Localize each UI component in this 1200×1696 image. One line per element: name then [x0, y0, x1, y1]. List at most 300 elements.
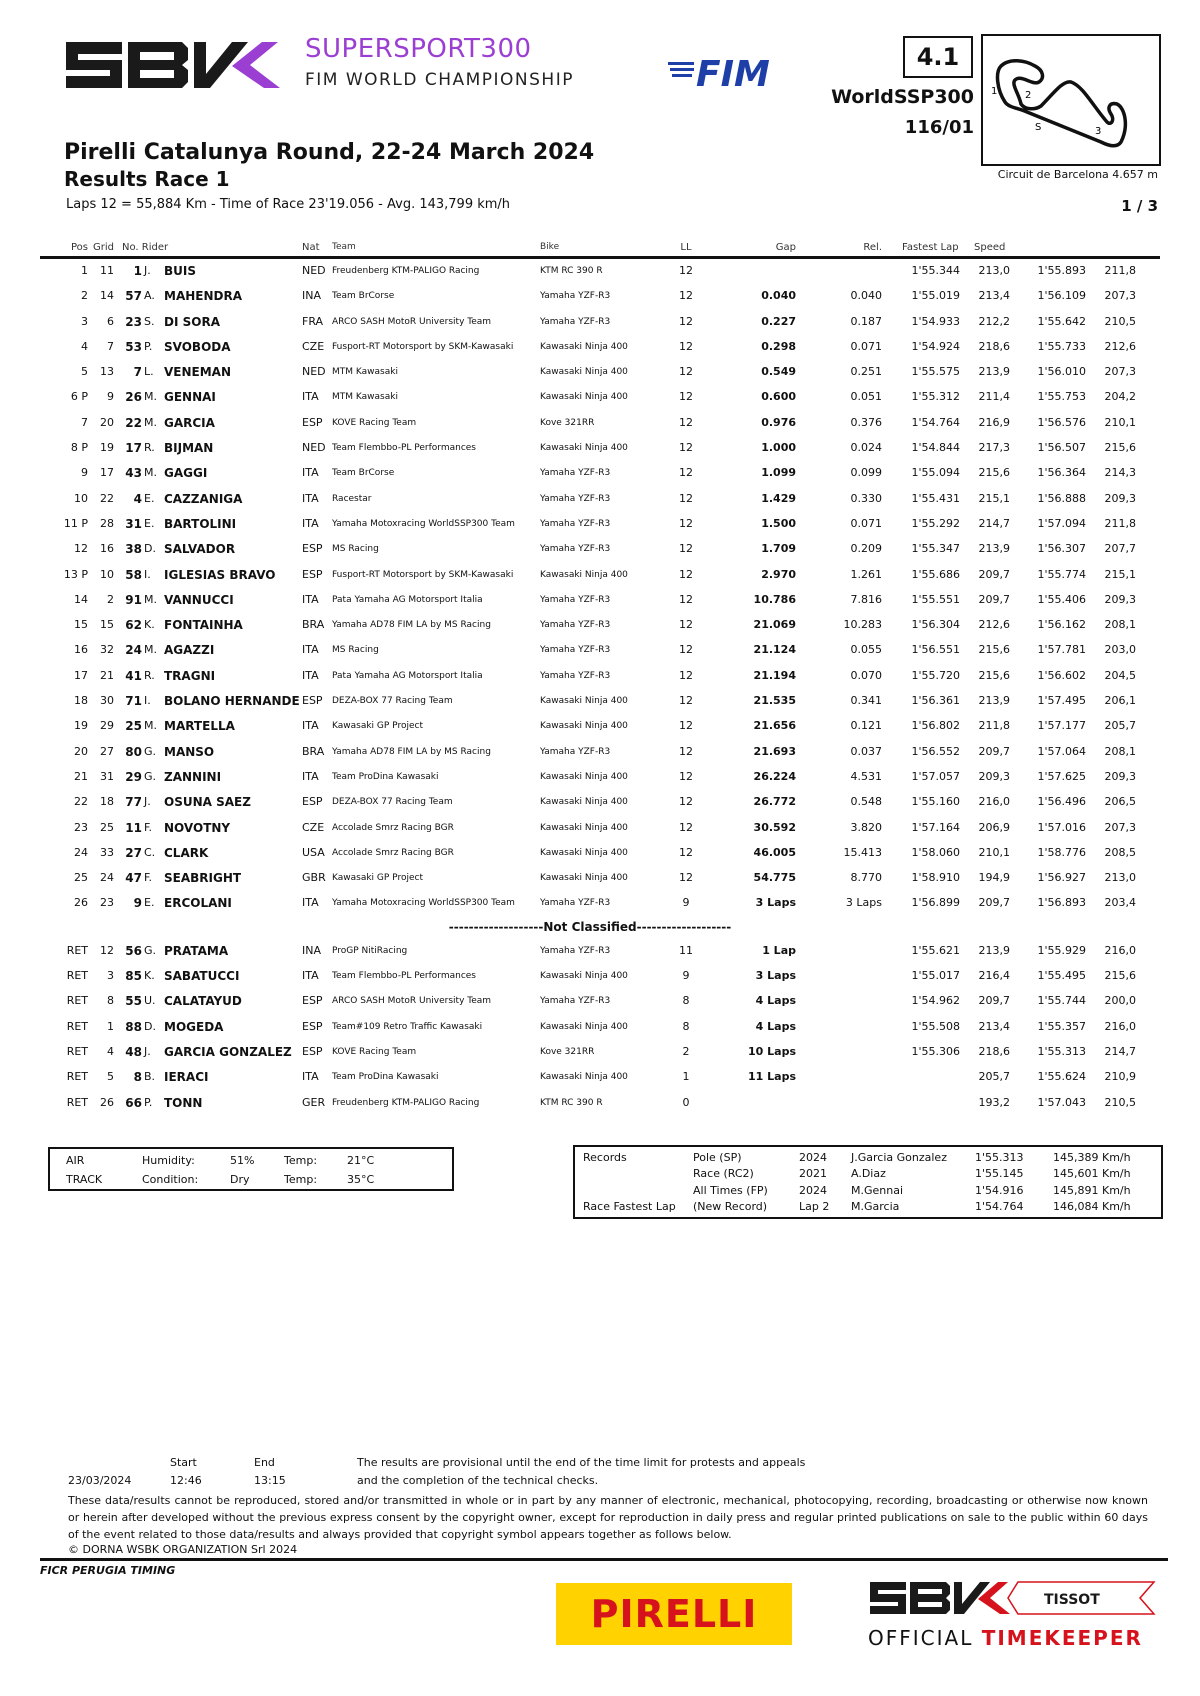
record-rider: M.Gennai: [851, 1183, 904, 1197]
not-classified-rows: [40, 939, 1160, 1116]
cell-best-speed: 209,3: [1104, 592, 1136, 606]
series-name: SUPERSPORT300: [305, 34, 532, 64]
cell-nat: ESP: [302, 567, 323, 581]
circuit-marker-3: 3: [1095, 126, 1102, 137]
cell-gap: 1.099: [761, 466, 796, 480]
cell-best-speed: 209,3: [1104, 491, 1136, 505]
cell-bike: Kove 321RR: [540, 417, 595, 428]
cell-best-speed: 210,5: [1104, 1095, 1136, 1109]
cell-rel: 0.055: [850, 643, 882, 657]
cell-rider-name: ERCOLANI: [164, 896, 232, 911]
cell-last-lap: 12: [679, 491, 693, 505]
cell-rider-name: GARCIA GONZALEZ: [164, 1044, 292, 1059]
cell-team: Team Flembbo-PL Performances: [332, 443, 476, 454]
cell-fastest-lap: 1'55.160: [911, 795, 960, 809]
cell-nat: USA: [302, 845, 325, 859]
cell-pos: 15: [74, 618, 88, 632]
cell-gap: 21.693: [753, 744, 796, 758]
cell-bike: Kawasaki Ninja 400: [540, 721, 628, 732]
cell-nat: ESP: [302, 1019, 323, 1033]
race-fastest-lap-label: Race Fastest Lap: [583, 1200, 676, 1213]
not-classified-label: -------------------Not Classified-------------------: [448, 919, 732, 934]
cell-nat: ITA: [302, 896, 319, 910]
cell-best-lap: 1'55.495: [1037, 969, 1086, 983]
cell-best-lap: 1'56.893: [1037, 896, 1086, 910]
cell-last-lap: 11: [679, 943, 693, 957]
cell-grid: 3: [107, 969, 114, 983]
cell-last-lap: 0: [682, 1095, 690, 1109]
cell-speed: 216,9: [978, 415, 1010, 429]
cell-last-lap: 12: [679, 264, 693, 277]
cell-last-lap: 12: [679, 719, 693, 733]
cell-nat: ITA: [302, 491, 319, 505]
cell-best-lap: 1'55.733: [1037, 339, 1086, 353]
cell-fastest-lap: 1'55.575: [911, 365, 960, 379]
cell-fastest-lap: 1'55.551: [911, 592, 960, 606]
cell-bike: Kawasaki Ninja 400: [540, 797, 628, 808]
cell-best-speed: 206,1: [1104, 694, 1136, 708]
cell-bike: Yamaha YZF-R3: [540, 518, 611, 529]
cell-speed: 212,6: [978, 618, 1010, 632]
cell-number: 41: [125, 668, 142, 683]
table-row: [40, 1065, 1160, 1090]
fim-logo: [668, 46, 778, 92]
cell-speed: 193,2: [978, 1095, 1010, 1109]
timekeeper-text: TIMEKEEPER: [981, 1626, 1143, 1650]
cell-gap: 0.040: [761, 289, 796, 303]
track-temp-label: Temp:: [284, 1173, 318, 1186]
cell-team: MS Racing: [332, 645, 379, 656]
cell-grid: 30: [100, 694, 114, 708]
cell-team: MTM Kawasaki: [332, 367, 398, 378]
cell-fastest-lap: 1'55.508: [911, 1019, 960, 1033]
col-grid: Grid: [93, 242, 114, 253]
cell-nat: ITA: [302, 592, 319, 606]
cell-gap: 10.786: [753, 592, 796, 606]
cell-initial: R.: [144, 668, 155, 682]
cell-team: Yamaha AD78 FIM LA by MS Racing: [332, 746, 491, 757]
cell-best-speed: 213,0: [1104, 871, 1136, 885]
cell-team: Racestar: [332, 493, 372, 504]
cell-initial: B.: [144, 1070, 156, 1084]
cell-nat: ESP: [302, 795, 323, 809]
series-subtitle: FIM WORLD CHAMPIONSHIP: [305, 70, 574, 90]
cell-grid: 14: [100, 289, 114, 303]
cell-rider-name: GENNAI: [164, 390, 216, 405]
cell-best-speed: 214,7: [1104, 1044, 1136, 1058]
cell-number: 11: [125, 820, 142, 835]
cell-nat: ITA: [302, 516, 319, 530]
circuit-marker-1: 1: [991, 86, 998, 97]
cell-rel: 0.051: [850, 390, 882, 404]
cell-pos: 4: [81, 339, 88, 353]
cell-last-lap: 12: [679, 542, 693, 556]
cell-rel: 0.548: [850, 795, 882, 809]
event-title: Pirelli Catalunya Round, 22-24 March 2024: [64, 140, 595, 165]
cell-pos: RET: [66, 1044, 88, 1058]
cell-speed: 211,8: [978, 719, 1010, 733]
cell-best-lap: 1'55.753: [1037, 390, 1086, 404]
cell-bike: Kove 321RR: [540, 1046, 595, 1057]
cell-rider-name: SVOBODA: [164, 339, 231, 354]
cell-nat: NED: [302, 264, 326, 277]
cell-speed: 209,7: [978, 896, 1010, 910]
cell-team: MS Racing: [332, 544, 379, 555]
cell-fastest-lap: 1'56.304: [911, 618, 960, 632]
cell-best-speed: 207,3: [1104, 820, 1136, 834]
cell-speed: 216,4: [978, 969, 1010, 983]
cell-fastest-lap: 1'55.019: [911, 289, 960, 303]
cell-last-lap: 8: [682, 1019, 690, 1033]
cell-speed: 213,9: [978, 694, 1010, 708]
record-time: 1'55.313: [975, 1151, 1024, 1164]
cell-fastest-lap: 1'58.910: [911, 871, 960, 885]
cell-bike: Kawasaki Ninja 400: [540, 696, 628, 707]
cell-number: 23: [125, 314, 142, 329]
cell-grid: 11: [100, 264, 114, 277]
cell-rider-name: TONN: [164, 1095, 203, 1110]
cell-best-speed: 210,5: [1104, 314, 1136, 328]
cell-team: Pata Yamaha AG Motorsport Italia: [332, 670, 483, 681]
cell-initial: M.: [144, 643, 157, 657]
cell-rel: 0.187: [850, 314, 882, 328]
cell-best-speed: 210,1: [1104, 415, 1136, 429]
col-rel: Rel.: [863, 242, 882, 253]
cell-speed: 215,1: [978, 491, 1010, 505]
cell-team: Kawasaki GP Project: [332, 873, 423, 884]
cell-grid: 25: [100, 820, 114, 834]
cell-number: 38: [125, 542, 142, 557]
table-row: [40, 989, 1160, 1014]
cell-number: 91: [125, 592, 142, 607]
record-type: All Times (FP): [693, 1183, 768, 1197]
record-rider: A.Diaz: [851, 1167, 886, 1181]
cell-number: 27: [125, 845, 142, 860]
cell-team: DEZA-BOX 77 Racing Team: [332, 797, 453, 808]
fim-logo-text: FIM: [696, 54, 770, 92]
cell-gap: 21.656: [753, 719, 796, 733]
cell-speed: 213,9: [978, 943, 1010, 957]
cell-pos: 6 P: [70, 390, 88, 404]
cell-nat: FRA: [302, 314, 324, 328]
cell-last-lap: 12: [679, 441, 693, 455]
provisional-note-2: and the completion of the technical checks.: [357, 1474, 599, 1487]
cell-best-lap: 1'56.364: [1037, 466, 1086, 480]
table-row: [40, 588, 1160, 613]
cell-initial: F.: [144, 820, 153, 834]
race-info: Laps 12 = 55,884 Km - Time of Race 23'19.056 - Avg. 143,799 km/h: [66, 197, 511, 212]
cell-number: 29: [125, 769, 142, 784]
table-row: [40, 689, 1160, 714]
cell-rider-name: NOVOTNY: [164, 820, 231, 835]
cell-last-lap: 9: [682, 896, 690, 910]
cell-last-lap: 12: [679, 516, 693, 530]
cell-last-lap: 12: [679, 415, 693, 429]
cell-bike: Yamaha YZF-R3: [540, 645, 611, 656]
cell-fastest-lap: 1'58.060: [911, 845, 960, 859]
cell-pos: 22: [74, 795, 88, 809]
cell-best-speed: 203,4: [1104, 896, 1136, 910]
table-row: [40, 487, 1160, 512]
cell-bike: KTM RC 390 R: [540, 266, 603, 276]
cell-last-lap: 12: [679, 871, 693, 885]
cell-pos: RET: [66, 994, 88, 1008]
cell-best-speed: 209,3: [1104, 769, 1136, 783]
cell-pos: 17: [74, 668, 88, 682]
cell-best-speed: 208,1: [1104, 618, 1136, 632]
cell-rel: 8.770: [850, 871, 882, 885]
cell-initial: S.: [144, 314, 155, 328]
cell-number: 56: [125, 943, 142, 958]
condition-label: Condition:: [142, 1173, 199, 1186]
cell-last-lap: 1: [682, 1070, 690, 1084]
cell-number: 71: [125, 694, 142, 709]
col-team: Team: [332, 242, 356, 252]
cell-best-lap: 1'56.109: [1037, 289, 1086, 303]
cell-nat: ITA: [302, 390, 319, 404]
cell-speed: 215,6: [978, 643, 1010, 657]
table-row: [40, 461, 1160, 486]
cell-pos: 10: [74, 491, 88, 505]
copyright: © DORNA WSBK ORGANIZATION Srl 2024: [68, 1543, 298, 1556]
cell-gap: 46.005: [753, 845, 796, 859]
cell-grid: 26: [100, 1095, 114, 1109]
cell-pos: RET: [66, 943, 88, 957]
cell-team: Fusport-RT Motorsport by SKM-Kawasaki: [332, 341, 514, 352]
race-title: Results Race 1: [64, 167, 230, 191]
cell-speed: 194,9: [978, 871, 1010, 885]
cell-team: Freudenberg KTM-PALIGO Racing: [332, 1097, 480, 1108]
cell-fastest-lap: 1'56.551: [911, 643, 960, 657]
cell-rider-name: ZANNINI: [164, 769, 222, 784]
cell-number: 77: [125, 795, 142, 810]
cell-number: 66: [125, 1095, 142, 1110]
cell-initial: D.: [144, 542, 156, 556]
cell-team: KOVE Racing Team: [332, 417, 417, 428]
col-ll: LL: [680, 242, 692, 253]
table-row: [40, 563, 1160, 588]
cell-grid: 8: [107, 994, 114, 1008]
cell-gap: 2.970: [761, 567, 796, 581]
cell-best-lap: 1'56.888: [1037, 491, 1086, 505]
cell-speed: 213,9: [978, 542, 1010, 556]
cell-rel: 0.071: [850, 516, 882, 530]
copyright-disclaimer: These data/results cannot be reproduced, stored and/or transmitted in whole or in part by any manner of electronic, mechanical, photocopying, recording, broadcasting or otherwise now known or herein after developed without the previous express consent by the copyright owner, except for reproduction in daily press and regular printed publications on sale to the public within 60 days of the event related to those data/results and always provided that copyright symbol appears together as follows below.: [68, 1494, 1148, 1541]
cell-rel: 15.413: [843, 845, 882, 859]
cell-last-lap: 12: [679, 845, 693, 859]
cell-rider-name: DI SORA: [164, 314, 220, 329]
cell-gap: 1.000: [761, 441, 796, 455]
table-row: [40, 360, 1160, 385]
cell-grid: 27: [100, 744, 114, 758]
cell-speed: 215,6: [978, 466, 1010, 480]
cell-nat: INA: [302, 943, 321, 957]
start-label: Start: [170, 1456, 197, 1469]
cell-gap: 1 Lap: [762, 943, 796, 957]
cell-last-lap: 12: [679, 820, 693, 834]
table-row: [40, 436, 1160, 461]
cell-gap: 21.124: [753, 643, 796, 657]
cell-initial: G.: [144, 769, 157, 783]
cell-grid: 10: [100, 567, 114, 581]
cell-best-lap: 1'56.307: [1037, 542, 1086, 556]
cell-team: Yamaha AD78 FIM LA by MS Racing: [332, 620, 491, 631]
cell-best-lap: 1'56.576: [1037, 415, 1086, 429]
cell-fastest-lap: 1'55.292: [911, 516, 960, 530]
cell-team: Freudenberg KTM-PALIGO Racing: [332, 266, 480, 276]
cell-rider-name: AGAZZI: [164, 643, 215, 658]
cell-best-speed: 211,8: [1104, 516, 1136, 530]
cell-rel: 1.261: [850, 567, 882, 581]
cell-bike: Yamaha YZF-R3: [540, 898, 611, 909]
cell-rider-name: MANSO: [164, 744, 215, 759]
cell-pos: RET: [66, 1070, 88, 1084]
cell-rider-name: BOLANO HERNANDE: [164, 694, 300, 709]
classified-rows: [40, 259, 1160, 917]
table-row: [40, 1091, 1160, 1116]
start-time: 12:46: [170, 1474, 202, 1487]
cell-last-lap: 12: [679, 314, 693, 328]
cell-bike: Kawasaki Ninja 400: [540, 569, 628, 580]
cell-rider-name: CLARK: [164, 845, 209, 860]
cell-speed: 213,9: [978, 365, 1010, 379]
cell-speed: 215,6: [978, 668, 1010, 682]
cell-pos: 25: [74, 871, 88, 885]
cell-number: 53: [125, 339, 142, 354]
cell-best-speed: 216,0: [1104, 1019, 1136, 1033]
cell-pos: 1: [81, 264, 88, 277]
cell-team: ARCO SASH MotoR University Team: [332, 996, 492, 1007]
cell-speed: 206,9: [978, 820, 1010, 834]
table-row: [40, 664, 1160, 689]
cell-rider-name: SEABRIGHT: [164, 871, 242, 886]
cell-grid: 17: [100, 466, 114, 480]
cell-grid: 15: [100, 618, 114, 632]
cell-team: Team ProDina Kawasaki: [332, 1072, 439, 1083]
cell-speed: 209,7: [978, 994, 1010, 1008]
table-row: [40, 259, 1160, 284]
cell-rider-name: BUIS: [164, 264, 196, 278]
cell-bike: Yamaha YZF-R3: [540, 996, 611, 1007]
cell-last-lap: 12: [679, 365, 693, 379]
cell-best-speed: 200,0: [1104, 994, 1136, 1008]
cell-speed: 209,7: [978, 567, 1010, 581]
cell-gap: 26.224: [753, 769, 796, 783]
col-fastest-lap: Fastest Lap: [902, 242, 959, 253]
cell-last-lap: 12: [679, 643, 693, 657]
cell-best-lap: 1'56.162: [1037, 618, 1086, 632]
cell-rel: 0.070: [850, 668, 882, 682]
cell-best-lap: 1'57.094: [1037, 516, 1086, 530]
cell-bike: Yamaha YZF-R3: [540, 316, 611, 327]
end-time: 13:15: [254, 1474, 286, 1487]
cell-best-lap: 1'55.893: [1037, 264, 1086, 277]
record-type: Pole (SP): [693, 1151, 742, 1164]
record-year: 2024: [799, 1151, 827, 1164]
cell-pos: 23: [74, 820, 88, 834]
cell-grid: 19: [100, 441, 114, 455]
record-time: 1'54.916: [975, 1183, 1024, 1197]
cell-fastest-lap: 1'56.802: [911, 719, 960, 733]
cell-pos: 9: [81, 466, 88, 480]
cell-team: ARCO SASH MotoR University Team: [332, 316, 492, 327]
cell-bike: Kawasaki Ninja 400: [540, 847, 628, 858]
col-gap: Gap: [775, 242, 796, 253]
cell-nat: ESP: [302, 694, 323, 708]
cell-grid: 29: [100, 719, 114, 733]
cell-grid: 22: [100, 491, 114, 505]
cell-speed: 214,7: [978, 516, 1010, 530]
official-text: OFFICIAL: [868, 1626, 974, 1650]
cell-team: Accolade Smrz Racing BGR: [332, 847, 454, 858]
table-row: [40, 335, 1160, 360]
cell-team: Yamaha Motoxracing WorldSSP300 Team: [332, 898, 515, 909]
cell-fastest-lap: 1'55.720: [911, 668, 960, 682]
cell-bike: Yamaha YZF-R3: [540, 620, 611, 631]
table-row: [40, 866, 1160, 891]
provisional-note-1: The results are provisional until the end of the time limit for protests and appeals: [357, 1456, 806, 1469]
table-row: [40, 964, 1160, 989]
table-row: [40, 638, 1160, 663]
cell-last-lap: 12: [679, 390, 693, 404]
cell-bike: Kawasaki Ninja 400: [540, 971, 628, 982]
track-temp-value: 35°C: [347, 1173, 375, 1186]
record-rider: M.Garcia: [851, 1199, 900, 1213]
cell-nat: BRA: [302, 618, 325, 632]
table-header: [40, 240, 1160, 259]
air-temp-label: Temp:: [284, 1154, 318, 1167]
cell-grid: 24: [100, 871, 114, 885]
cell-nat: INA: [302, 289, 321, 303]
cell-speed: 217,3: [978, 441, 1010, 455]
cell-rider-name: FONTAINHA: [164, 618, 243, 633]
cell-rider-name: MOGEDA: [164, 1019, 224, 1034]
cell-number: 25: [125, 719, 142, 734]
cell-number: 4: [133, 491, 142, 506]
cell-rider-name: CALATAYUD: [164, 994, 242, 1009]
pirelli-logo: [556, 1583, 792, 1645]
cell-pos: 26: [74, 896, 88, 910]
cell-best-lap: 1'55.313: [1037, 1044, 1086, 1058]
cell-nat: ITA: [302, 719, 319, 733]
cell-rel: 0.099: [850, 466, 882, 480]
tissot-text: TISSOT: [1044, 1592, 1100, 1608]
cell-nat: BRA: [302, 744, 325, 758]
cell-best-lap: 1'57.064: [1037, 744, 1086, 758]
cell-gap: 1.709: [761, 542, 796, 556]
cell-best-lap: 1'55.357: [1037, 1019, 1086, 1033]
cell-fastest-lap: 1'56.552: [911, 744, 960, 758]
page-number: 1 / 3: [1121, 197, 1158, 215]
cell-pos: 7: [81, 415, 88, 429]
record-year: Lap 2: [799, 1199, 830, 1213]
cell-initial: K.: [144, 969, 155, 983]
cell-fastest-lap: 1'55.312: [911, 390, 960, 404]
cell-initial: E.: [144, 516, 155, 530]
cell-number: 1: [133, 264, 142, 278]
cell-number: 55: [125, 994, 142, 1009]
humidity-label: Humidity:: [142, 1154, 195, 1167]
cell-best-lap: 1'57.177: [1037, 719, 1086, 733]
cell-gap: 0.549: [761, 365, 796, 379]
record-type: (New Record): [693, 1199, 768, 1213]
cell-fastest-lap: 1'55.686: [911, 567, 960, 581]
cell-pos: 24: [74, 845, 88, 859]
cell-rel: 0.037: [850, 744, 882, 758]
cell-speed: 209,7: [978, 744, 1010, 758]
cell-initial: J.: [144, 264, 151, 277]
cell-bike: Kawasaki Ninja 400: [540, 1021, 628, 1032]
